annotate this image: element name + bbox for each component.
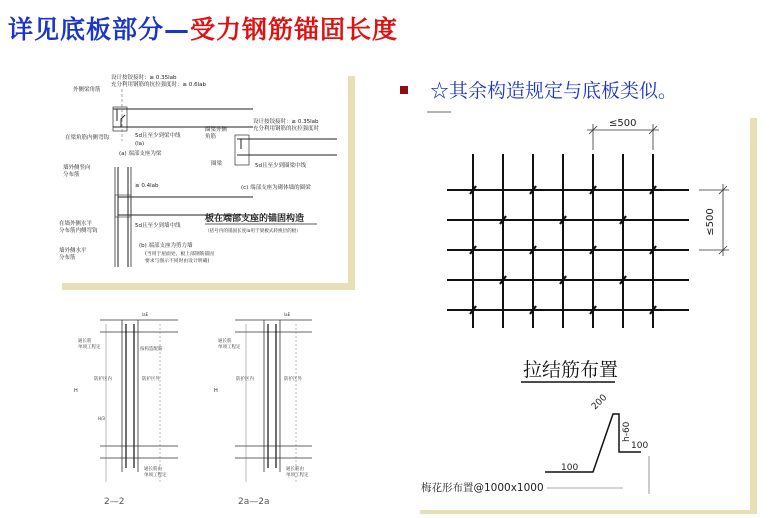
lab-design2: 充分利用钢筋的抗拉强度时：≥ 0.6lab: [111, 82, 206, 88]
hook-100a: 100: [561, 463, 579, 473]
lab-prot-in-2: 防护区内: [236, 377, 254, 382]
lab-half: 5d且至少到梁中线: [135, 133, 181, 139]
lab-corner-bend: 在梁角筋内侧弯钩: [65, 135, 110, 141]
square-bullet-icon: [400, 86, 408, 94]
lab-H-2: H: [214, 388, 218, 394]
big-caption: 板在端部支座的锚固构造: [205, 214, 305, 224]
lab-ring2: 角筋: [205, 134, 217, 140]
lab-prot-in-1: 防护区内: [94, 377, 112, 382]
figure-anchorage-end-support: [55, 69, 348, 283]
lab-04: ≥ 0.4lab: [135, 183, 159, 189]
hook-h60: h-60: [622, 421, 632, 442]
lab-half-wall: 5d且至少到墙中线: [135, 223, 181, 229]
cap-b-note1: (当用于屋面处，板上部钢筋锚固: [145, 252, 215, 257]
tie-caption: 拉结筋布置: [523, 359, 619, 381]
lab-la: (la): [135, 141, 145, 147]
wall-sections-drawing: [60, 302, 350, 514]
lab-bottom1-1: 通长筋由: [144, 467, 162, 472]
dim-side: ≤500: [705, 208, 716, 236]
figure-wall-sections: [60, 302, 350, 514]
lab-through1-2: 通长筋: [218, 339, 232, 344]
lab-prot-out-2: 防护区外: [284, 377, 302, 382]
lab-bottom1-2: 通长筋由: [286, 467, 304, 472]
cap-c: (c) 端部支座为砌体墙的圈梁: [241, 185, 311, 191]
lab-dist2: 分布筋: [59, 255, 76, 261]
lab-lae-2: laE: [284, 312, 291, 317]
note-text: ☆其余构造规定与底板类似。: [430, 80, 678, 102]
lab-prot-out-1: 防护区外: [142, 377, 160, 382]
title-part1: 详见底板部分—: [8, 15, 191, 44]
lab-dist-bar: 分布筋: [63, 172, 80, 178]
big-caption-sub: （括号内的锚固长度la用于梁板式转换层的板）: [205, 229, 301, 234]
figure-tie-bar-layout: [413, 110, 750, 510]
title-part2: 受力钢筋锚固长度: [190, 15, 399, 44]
lab-through1-1: 通长筋: [78, 339, 92, 344]
lab-wall-horiz2: 分布筋内侧弯钩: [59, 228, 98, 234]
lab-through2-2: 单项工程定: [218, 345, 241, 350]
lab-H3-1: H/3: [98, 416, 105, 421]
lab-wall-horiz1: 在墙外侧水平: [59, 221, 93, 227]
cap-b-note2: 要求与图示不同时由设计明确): [145, 259, 210, 264]
page-title: [8, 10, 398, 46]
lab-bottom2-2: 单项工程定: [286, 473, 309, 478]
lab-through2-1: 单项工程定: [78, 345, 101, 350]
quincunx-label: 梅花形布置@1000x1000: [421, 482, 544, 494]
lab-wall-outer: 墙外侧竖向: [63, 165, 91, 171]
lab-H-1: H: [74, 388, 78, 394]
anchorage-drawing: [55, 69, 348, 283]
dim-top: ≤500: [609, 118, 637, 129]
lab-wall-horiz3: 墙外侧水平: [59, 248, 87, 254]
lab-lae-1: laE: [142, 312, 149, 317]
lab-ring3: 圈梁: [211, 161, 223, 167]
lab-design1: 设计按铰接时：≥ 0.35lab: [111, 75, 177, 81]
tie-bar-drawing: [413, 110, 750, 510]
lab-design-bar: 按构造配筋: [140, 347, 163, 352]
lab-design3: 设计按铰接时：≥ 0.35lab: [253, 119, 319, 125]
lab-design4: 充分利用钢筋的抗拉强度时: [253, 126, 320, 132]
cap-2-2: 2—2: [104, 497, 125, 507]
hook-100b: 100: [631, 441, 649, 451]
bullet-note: [400, 76, 677, 103]
lab-outer-corner: 外侧梁角筋: [73, 87, 101, 93]
cap-b: (b) 端部支座为剪力墙: [139, 243, 193, 249]
lab-ring1: 圈梁外侧: [205, 127, 228, 133]
cap-2a-2a: 2a—2a: [238, 497, 270, 507]
lab-half-ring: 5d且至少到圈梁中线: [255, 163, 306, 169]
lab-bottom2-1: 单项工程定: [144, 473, 167, 478]
hook-200: 200: [590, 392, 610, 413]
cap-a: (a) 端部支座为梁: [119, 151, 162, 157]
